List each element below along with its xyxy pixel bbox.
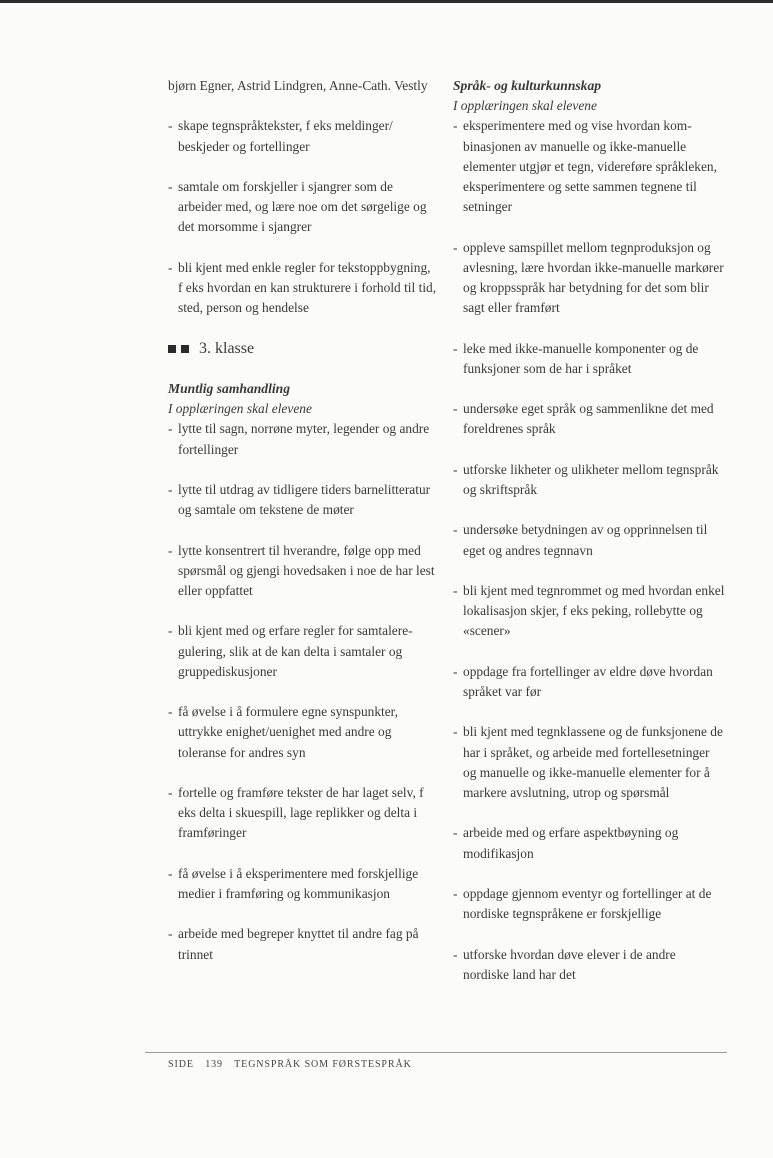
bullet-dash: - [168, 259, 173, 275]
list-item: - fortelle og framføre tekster de har laget selv, f eks delta i skuespill, lage replikker og delta i framføringer [168, 783, 438, 844]
bullet-dash: - [453, 663, 458, 679]
list-item: - eksperimentere med og vise hvordan kombinasjonen av manuelle og ikke-manuelle elementer utgjør et tegn, videreføre språkleken, eksperimentere og sette sammen tegnene til setninger [453, 116, 725, 217]
list-item: - oppleve samspillet mellom tegnproduksjon og avlesning, lære hvordan ikke-manuelle markører og kroppsspråk har betydning for det som blir sagt eller framført [453, 238, 725, 319]
bullet-dash: - [168, 542, 173, 558]
page-footer [168, 1059, 420, 1070]
bullet-dash: - [453, 401, 458, 417]
bullet-dash: - [453, 724, 458, 740]
list-item: - arbeide med og erfare aspektbøyning og modifikasjon [453, 823, 725, 863]
list-item: - arbeide med begreper knyttet til andre fag på trinnet [168, 924, 438, 964]
list-item: - skape tegnspråktekster, f eks meldinger/ beskjeder og fortellinger [168, 116, 438, 156]
bullet-dash: - [453, 461, 458, 477]
bullet-dash: - [453, 118, 458, 134]
right-column [453, 76, 725, 985]
list-item: - lytte til utdrag av tidligere tiders barnelitteratur og samtale om tekstene de møter [168, 480, 438, 520]
left-column [168, 76, 438, 965]
list-item: - bli kjent med og erfare regler for samtaleregulering, slik at de kan delta i samtaler og gruppediskusjoner [168, 621, 438, 682]
bullet-dash: - [168, 704, 173, 720]
bullet-dash: - [168, 865, 173, 881]
list-item: - undersøke eget språk og sammenlikne det med foreldrenes språk [453, 399, 725, 439]
list-item: - oppdage fra fortellinger av eldre døve hvordan språket var før [453, 662, 725, 702]
class-heading-label: 3. klasse [199, 339, 255, 357]
section-heading: Språk- og kulturkunnskap [453, 78, 602, 93]
section-subheading: I opplæringen skal elevene [453, 98, 597, 114]
bullet-dash: - [453, 946, 458, 962]
bullet-dash: - [453, 582, 458, 598]
bullet-dash: - [168, 421, 173, 437]
top-border-line [0, 0, 773, 3]
list-item: - oppdage gjennom eventyr og fortellinger at de nordiske tegnspråkene er forskjellige [453, 884, 725, 924]
list-item: - lytte til sagn, norrøne myter, legender og andre fortellinger [168, 419, 438, 459]
list-item: - undersøke betydningen av og opprinnelsen til eget og andres tegnnavn [453, 520, 725, 560]
bullet-dash: - [168, 623, 173, 639]
bullet-dash: - [168, 178, 173, 194]
footer-side-label: SIDE [168, 1059, 194, 1070]
list-item: - bli kjent med tegnrommet og med hvordan enkel lokalisasjon skjer, f eks peking, rollebytte og «scener» [453, 581, 725, 642]
page-number: 139 [205, 1059, 223, 1070]
bullet-dash: - [168, 926, 173, 942]
footer-divider [145, 1052, 727, 1053]
bullet-dash: - [453, 239, 458, 255]
bullet-dash: - [168, 784, 173, 800]
list-item: - få øvelse i å eksperimentere med forskjellige medier i framføring og kommunikasjon [168, 864, 438, 904]
section-subheading: I opplæringen skal elevene [168, 401, 312, 417]
list-item: - få øvelse i å formulere egne synspunkter, uttrykke enighet/uenighet med andre og toleranse for andres syn [168, 702, 438, 763]
bullet-dash: - [168, 481, 173, 497]
bullet-dash: - [453, 522, 458, 538]
class-heading [168, 339, 438, 359]
list-item: - bli kjent med enkle regler for tekstoppbygning, f eks hvordan en kan strukturere i forhold til tid, sted, person og hendelse [168, 258, 438, 319]
square-bullet-icon [168, 345, 176, 353]
list-item: - leke med ikke-manuelle komponenter og de funksjoner som de har i språket [453, 339, 725, 379]
section-heading: Muntlig samhandling [168, 380, 291, 396]
list-item: - utforske likheter og ulikheter mellom tegnspråk og skriftspråk [453, 460, 725, 500]
list-item: - utforske hvordan døve elever i de andre nordiske land har det [453, 945, 725, 985]
footer-title: TEGNSPRÅK SOM FØRSTESPRÅK [234, 1059, 412, 1070]
intro-text: bjørn Egner, Astrid Lindgren, Anne-Cath. Vestly [168, 78, 428, 93]
square-bullet-icon [181, 345, 189, 353]
bullet-dash: - [453, 825, 458, 841]
bullet-dash: - [453, 340, 458, 356]
bullet-dash: - [168, 118, 173, 134]
list-item: - lytte konsentrert til hverandre, følge opp med spørsmål og gjengi hovedsaken i noe de har lest eller oppfattet [168, 541, 438, 602]
list-item: - samtale om forskjeller i sjangrer som de arbeider med, og lære noe om det sørgelige og det morsomme i sjangrer [168, 177, 438, 238]
bullet-dash: - [453, 885, 458, 901]
list-item: - bli kjent med tegnklassene og de funksjonene de har i språket, og arbeide med fortellesetninger og manuelle og ikke-manuelle elementer for å markere avslutning, utrop og spørsmål [453, 722, 725, 803]
